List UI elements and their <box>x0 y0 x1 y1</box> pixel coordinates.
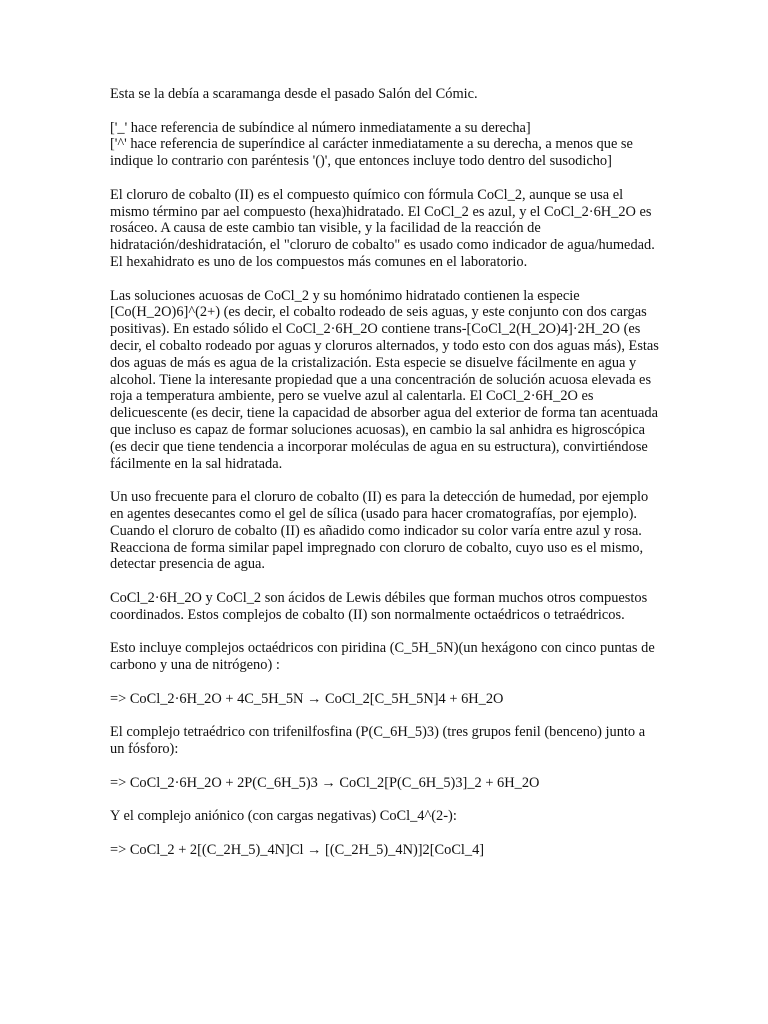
cobalt-chloride-definition-paragraph: El cloruro de cobalto (II) es el compuesto químico con fórmula CoCl_2, aunque se usa el mismo término par ael compuesto (hexa)hidratado. El CoCl_2 es azul, y el CoCl_2·6H_2O es rosáceo. A causa de este cambio tan visible, y la facilidad de la reacción de hidratación/deshidratación, el "cloruro de cobalto" es usado como indicador de agua/humedad. El hexahidrato es uno de los compuestos más comunes en el laboratorio. <box>110 186 655 270</box>
octahedral-complexes-paragraph: Esto incluye complejos octaédricos con piridina (C_5H_5N)(un hexágono con cinco puntas de carbono y una de nitrógeno) : <box>110 640 655 674</box>
pyridine-reaction-equation: => CoCl_2·6H_2O + 4C_5H_5N → CoCl_2[C_5H_5N]4 + 6H_2O <box>110 690 504 707</box>
anionic-complex-paragraph: Y el complejo aniónico (con cargas negativas) CoCl_4^(2-): <box>110 808 457 825</box>
subscript-note: ['_' hace referencia de subíndice al número inmediatamente a su derecha] <box>110 119 531 136</box>
lewis-acids-paragraph: CoCl_2·6H_2O y CoCl_2 son ácidos de Lewis débiles que forman muchos otros compuestos coordinados. Estos complejos de cobalto (II) son normalmente octaédricos o tetraédricos. <box>110 589 648 623</box>
humidity-detection-paragraph: Un uso frecuente para el cloruro de cobalto (II) es para la detección de humedad, por ejemplo en agentes desecantes como el gel de sílica (usado para hacer cromatografías, por ejemplo). Cuando el cloruro de cobalto (II) es añadido como indicador su color varía entre azul y rosa. Reacciona de forma similar papel impregnado con cloruro de cobalto, cuyo uso es el mismo, detectar presencia de agua. <box>110 489 649 573</box>
document-page <box>110 86 660 875</box>
tetrahedral-complex-paragraph: El complejo tetraédrico con trifenilfosfina (P(C_6H_5)3) (tres grupos fenil (benceno) junto a un fósforo): <box>110 724 646 758</box>
anionic-reaction-equation: => CoCl_2 + 2[(C_2H_5)_4N]Cl → [(C_2H_5)_4N)]2[CoCl_4] <box>110 841 485 858</box>
superscript-note: ['^' hace referencia de superíndice al carácter inmediatamente a su derecha, a menos que se indique lo contrario con paréntesis '()', que entonces incluye todo dentro del susodicho] <box>110 136 633 170</box>
intro-paragraph: Esta se la debía a scaramanga desde el pasado Salón del Cómic. <box>110 86 478 102</box>
aqueous-solutions-paragraph: Las soluciones acuosas de CoCl_2 y su homónimo hidratado contienen la especie [Co(H_2O)6]^(2+) (es decir, el cobalto rodeado de seis aguas, y este conjunto con dos cargas positivas). En estado sólido el CoCl_2·6H_2O contiene trans-[CoCl_2(H_2O)4]·2H_2O (es decir, el cobalto rodeado por aguas y cloruros alternados, y todo esto con dos aguas más), Estas dos aguas de más es agua de la cristalización. Esta especie se disuelve fácilmente en agua y alcohol. Tiene la interesante propiedad que a una concentración de solución acuosa elevada es roja a temperatura ambiente, pero se vuelve azul al calentarla. El CoCl_2·6H_2O es delicuescente (es decir, tiene la capacidad de absorber agua del exterior de forma tan acentuada que incluso es capaz de formar soluciones acuosas), en cambio la sal anhidra es higroscópica (es decir que tiene tendencia a incorporar moléculas de agua en su estructura), convirtiéndose fácilmente en la sal hidratada. <box>110 287 659 472</box>
triphenylphosphine-reaction-equation: => CoCl_2·6H_2O + 2P(C_6H_5)3 → CoCl_2[P(C_6H_5)3]_2 + 6H_2O <box>110 774 540 791</box>
